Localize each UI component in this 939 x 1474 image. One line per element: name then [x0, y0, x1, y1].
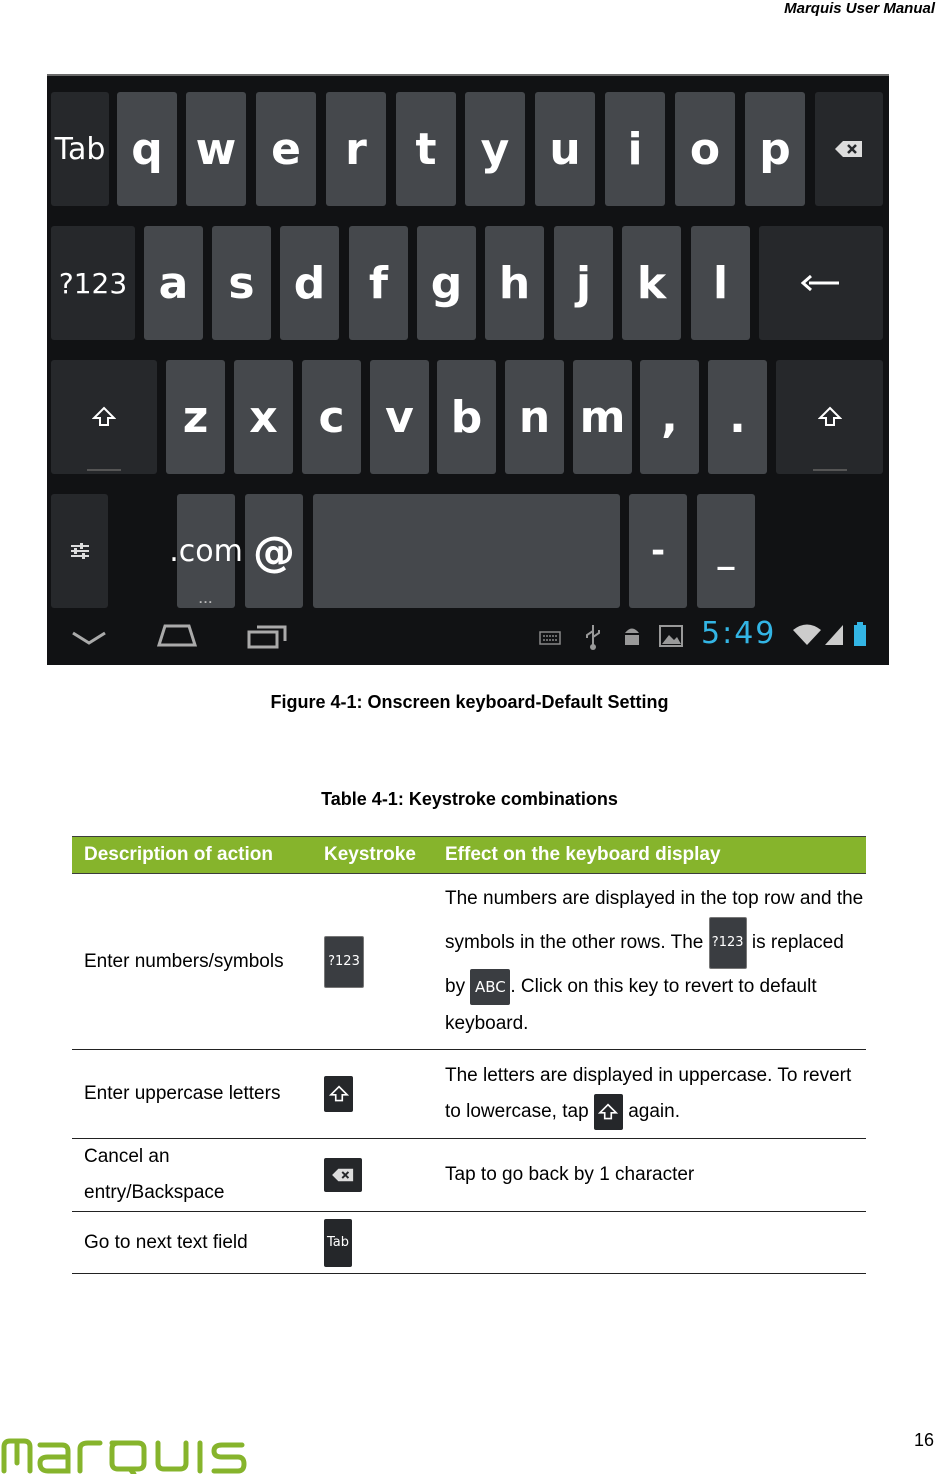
keystroke-cell — [312, 1050, 435, 1139]
effect-text-1: The letters are displayed in uppercase. To revert to lowercase, tap — [445, 1064, 852, 1122]
key-s[interactable]: s — [212, 226, 271, 340]
key-w[interactable]: w — [186, 92, 246, 206]
dotcom-label: .com — [169, 533, 243, 569]
marquis-logo — [0, 1433, 268, 1474]
action-cell: Cancel an entry/Backspace — [72, 1139, 312, 1212]
backspace-icon — [834, 140, 864, 158]
usb-icon — [583, 623, 603, 651]
document-header: Marquis User Manual — [784, 0, 935, 17]
table-row — [72, 1212, 866, 1274]
more-indicator: ... — [198, 595, 214, 606]
shift-key-right[interactable] — [776, 360, 883, 474]
page-number: 16 — [913, 1430, 934, 1450]
effect-cell: Tap to go back by 1 character — [435, 1139, 866, 1212]
keystroke-table — [72, 836, 866, 1274]
key-d[interactable]: d — [280, 226, 339, 340]
android-debug-icon — [621, 623, 643, 649]
key-l[interactable]: l — [691, 226, 750, 340]
hyphen-label: - — [650, 531, 666, 571]
settings-key[interactable] — [51, 494, 108, 608]
key-comma[interactable]: , — [640, 360, 699, 474]
shift-icon — [594, 1094, 623, 1130]
dotcom-key[interactable] — [169, 494, 243, 608]
table-row — [72, 1050, 866, 1139]
underscore-label: _ — [717, 531, 735, 571]
effect-text-1: The numbers are displayed in the top row and the symbols in the other rows. The — [445, 888, 864, 954]
key-i[interactable]: i — [605, 92, 665, 206]
keystroke-cell — [312, 1212, 435, 1274]
key-x[interactable]: x — [234, 360, 293, 474]
home-icon[interactable] — [155, 623, 199, 647]
key-a[interactable]: a — [144, 226, 203, 340]
key-t[interactable]: t — [396, 92, 456, 206]
figure-caption: Figure 4-1: Onscreen keyboard-Default Setting — [270, 692, 669, 712]
key-h[interactable]: h — [485, 226, 544, 340]
numbers-key-icon: ?123 — [324, 936, 364, 988]
action-cell: Go to next text field — [72, 1212, 312, 1274]
underscore-key[interactable] — [697, 494, 755, 608]
signal-icon — [823, 623, 845, 647]
keyboard-screenshot — [47, 74, 889, 665]
status-clock: 5:49 — [701, 616, 777, 651]
key-o[interactable]: o — [675, 92, 735, 206]
shift-icon — [324, 1076, 353, 1112]
enter-key[interactable] — [759, 226, 883, 340]
header-keystroke: Keystroke — [312, 837, 435, 874]
keystroke-cell — [312, 1139, 435, 1212]
key-n[interactable]: n — [505, 360, 564, 474]
key-y[interactable]: y — [465, 92, 525, 206]
effect-text-3: . Click on this key to revert to default keyboard. — [445, 976, 817, 1034]
header-effect: Effect on the keyboard display — [435, 837, 866, 874]
key-e[interactable]: e — [256, 92, 316, 206]
effect-cell — [435, 874, 866, 1050]
battery-icon — [853, 621, 867, 647]
key-j[interactable]: j — [554, 226, 613, 340]
numbers-symbols-key[interactable]: ?123 — [51, 226, 135, 340]
numbers-key-icon: ?123 — [709, 917, 747, 969]
key-b[interactable]: b — [437, 360, 496, 474]
key-f[interactable]: f — [349, 226, 408, 340]
tab-key-icon: Tab — [324, 1219, 352, 1267]
shift-icon — [92, 406, 116, 428]
tab-key[interactable]: Tab — [51, 92, 109, 206]
key-m[interactable]: m — [573, 360, 632, 474]
key-q[interactable]: q — [117, 92, 177, 206]
key-period[interactable]: . — [708, 360, 767, 474]
hyphen-key[interactable] — [629, 494, 687, 608]
effect-cell — [435, 1050, 866, 1139]
enter-arrow-icon — [801, 273, 841, 293]
wifi-icon — [792, 623, 822, 647]
key-z[interactable]: z — [166, 360, 225, 474]
effect-text-2: is replaced by — [445, 932, 844, 998]
table-header-row — [72, 837, 866, 874]
shift-icon — [818, 406, 842, 428]
keyboard-notification-icon — [539, 631, 561, 645]
effect-text-2: again. — [622, 1101, 680, 1122]
settings-sliders-icon — [69, 542, 91, 560]
action-cell: Enter uppercase letters — [72, 1050, 312, 1139]
gallery-icon — [659, 625, 683, 647]
key-r[interactable]: r — [326, 92, 386, 206]
backspace-icon — [324, 1158, 362, 1192]
table-row — [72, 1139, 866, 1212]
action-cell: Enter numbers/symbols — [72, 874, 312, 1050]
at-label: @ — [253, 526, 295, 576]
table-caption: Table 4-1: Keystroke combinations — [321, 789, 618, 809]
backspace-key[interactable] — [815, 92, 883, 206]
space-key[interactable] — [313, 494, 620, 608]
key-u[interactable]: u — [535, 92, 595, 206]
keystroke-cell — [312, 874, 435, 1050]
header-action: Description of action — [72, 837, 312, 874]
shift-key-left[interactable] — [51, 360, 157, 474]
abc-key-icon: ABC — [470, 969, 510, 1005]
table-row — [72, 874, 866, 1050]
recent-apps-icon[interactable] — [247, 623, 287, 649]
effect-cell — [435, 1212, 866, 1274]
key-p[interactable]: p — [745, 92, 805, 206]
key-v[interactable]: v — [370, 360, 429, 474]
key-c[interactable]: c — [302, 360, 361, 474]
key-g[interactable]: g — [417, 226, 476, 340]
back-icon[interactable] — [71, 629, 107, 647]
at-key[interactable] — [245, 494, 303, 608]
key-k[interactable]: k — [622, 226, 681, 340]
